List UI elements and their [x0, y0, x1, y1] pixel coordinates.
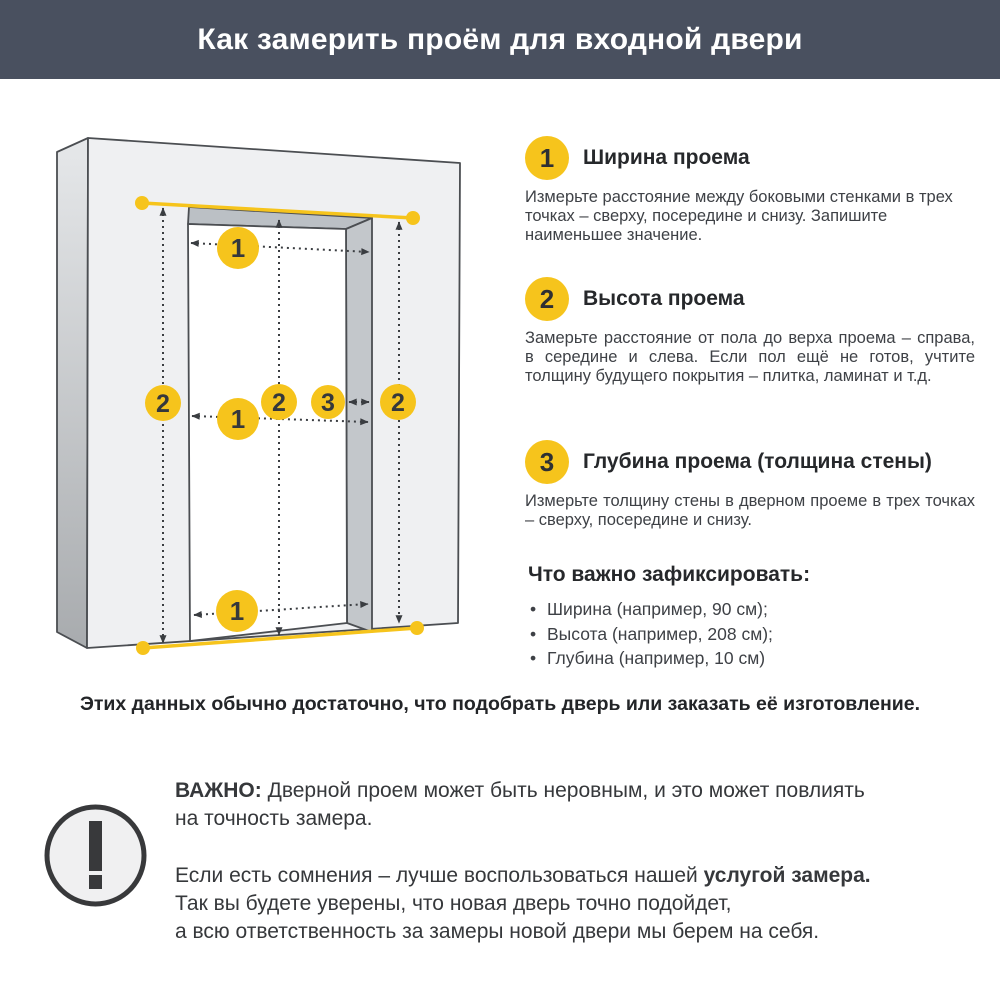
section-width-header — [525, 136, 975, 180]
checklist-item-depth: • Глубина (например, 10 см) — [528, 646, 978, 671]
doorway-diagram-svg — [30, 115, 500, 685]
checklist-item-height: • Высота (например, 208 см); — [528, 622, 978, 647]
marker-width-bottom-label: 1 — [229, 596, 245, 626]
marker-width-mid-label: 1 — [230, 404, 246, 434]
important-line: Так вы будете уверены, что новая дверь точно подойдет, — [175, 892, 732, 915]
section-height — [525, 277, 975, 386]
marker-height-left-label: 2 — [156, 390, 170, 418]
reference-dot — [135, 196, 149, 210]
section-body: Измерьте расстояние между боковыми стенками в трех точках – сверху, посередине и снизу. Запишите наименьшее значение. — [525, 188, 953, 244]
doorway-diagram — [30, 115, 500, 690]
important-line — [175, 777, 875, 805]
summary-line: Этих данных обычно достаточно, что подобрать дверь или заказать её изготовление. — [79, 693, 921, 715]
section-title: Высота проема — [583, 287, 745, 310]
marker-height-right-label: 2 — [391, 389, 405, 417]
door-opening — [188, 224, 347, 641]
reference-dot — [406, 211, 420, 225]
exclamation-icon — [43, 803, 148, 913]
section-title: Глубина проема (толщина стены) — [583, 450, 932, 473]
section-number-badge: 1 — [525, 136, 569, 180]
header-bar — [0, 0, 1000, 79]
section-number-badge: 2 — [525, 277, 569, 321]
checklist-title: Что важно зафиксировать: — [528, 563, 811, 586]
important-line: на точность замера. — [175, 807, 373, 830]
wall-side-face — [57, 138, 88, 648]
important-note — [175, 777, 875, 946]
important-line3: Если есть сомнения – лучше воспользоваться нашей — [175, 864, 704, 887]
important-line — [175, 862, 875, 890]
marker-depth-label: 3 — [321, 389, 335, 417]
section-height-header — [525, 277, 975, 321]
opening-right-reveal — [346, 218, 372, 632]
page-title: Как замерить проём для входной двери — [197, 23, 803, 56]
section-body: Измерьте толщину стены в дверном проеме в трех точках – сверху, посередине и снизу. — [525, 492, 975, 529]
section-depth-header — [525, 440, 975, 484]
section-depth — [525, 440, 975, 530]
important-label: ВАЖНО: — [175, 779, 262, 802]
section-title: Ширина проема — [583, 146, 750, 169]
important-line1: Дверной проем может быть неровным, и это может повлиять — [261, 779, 865, 802]
important-line: а всю ответственность за замеры новой двери мы берем на себя. — [175, 920, 820, 943]
section-number-badge: 3 — [525, 440, 569, 484]
section-body: Замерьте расстояние от пола до верха проема – справа, в середине и слева. Если пол ещё не готов, учтите толщину будущего покрытия – плитка, ламинат и т.д. — [525, 329, 975, 385]
reference-dot — [136, 641, 150, 655]
marker-height-mid-label: 2 — [272, 389, 286, 417]
reference-dot — [410, 621, 424, 635]
checklist-items — [528, 597, 978, 671]
checklist-item-width: • Ширина (например, 90 см); — [528, 597, 978, 622]
checklist — [528, 563, 978, 671]
measure-service-label: услугой замера. — [703, 864, 871, 887]
section-width — [525, 136, 975, 245]
marker-width-top-label: 1 — [230, 233, 246, 263]
